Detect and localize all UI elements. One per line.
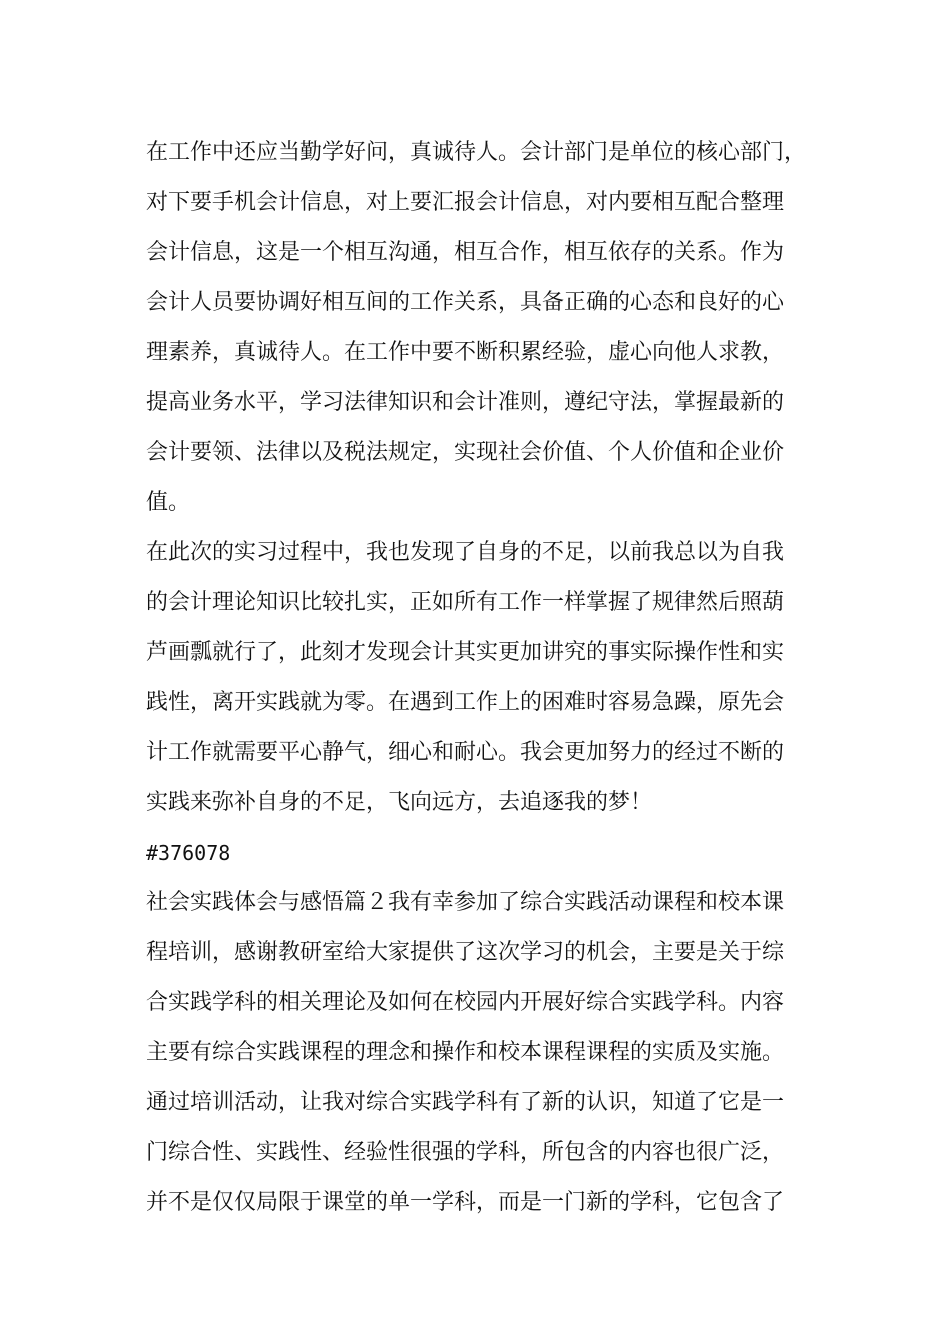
text-line: 提高业务水平，学习法律知识和会计准则，遵纪守法，掌握最新的 — [146, 390, 785, 415]
text-line: 践性，离开实践就为零。在遇到工作上的困难时容易急躁，原先会 — [146, 690, 785, 715]
text-line: 主要有综合实践课程的理念和操作和校本课程课程的实质及实施。 — [146, 1040, 785, 1065]
text-line: 会计人员要协调好相互间的工作关系，具备正确的心态和良好的心 — [146, 290, 785, 315]
text-line: 理素养，真诚待人。在工作中要不断积累经验，虚心向他人求教， — [146, 340, 785, 365]
text-line: #376078 — [146, 841, 231, 865]
text-line: 的会计理论知识比较扎实，正如所有工作一样掌握了规律然后照葫 — [146, 590, 785, 615]
text-line: 实践来弥补自身的不足，飞向远方，去追逐我的梦！ — [146, 790, 653, 815]
text-line: 在工作中还应当勤学好问，真诚待人。会计部门是单位的核心部门， — [146, 140, 807, 165]
text-line: 通过培训活动，让我对综合实践学科有了新的认识，知道了它是一 — [146, 1090, 785, 1115]
paragraph-training-insight — [146, 1078, 826, 1228]
text-line: 门综合性、实践性、经验性很强的学科，所包含的内容也很广泛， — [146, 1140, 785, 1165]
text-line: 计工作就需要平心静气，细心和耐心。我会更加努力的经过不断的 — [146, 740, 785, 765]
text-line: 并不是仅仅局限于课堂的单一学科，而是一门新的学科，它包含了 — [146, 1190, 785, 1215]
document-body — [146, 128, 826, 1228]
text-line: 会计信息，这是一个相互沟通，相互合作，相互依存的关系。作为 — [146, 240, 785, 265]
text-line: 在此次的实习过程中，我也发现了自身的不足，以前我总以为自我 — [146, 540, 785, 565]
paragraph-work-attitude — [146, 128, 826, 528]
section-marker — [146, 828, 826, 878]
text-line: 对下要手机会计信息，对上要汇报会计信息，对内要相互配合整理 — [146, 190, 785, 215]
text-line: 芦画瓢就行了，此刻才发现会计其实更加讲究的事实际操作性和实 — [146, 640, 785, 665]
text-line: 值。 — [146, 490, 191, 515]
text-line: 会计要领、法律以及税法规定，实现社会价值、个人价值和企业价 — [146, 440, 785, 465]
paragraph-training-intro — [146, 878, 826, 1078]
text-line: 社会实践体会与感悟篇２我有幸参加了综合实践活动课程和校本课 — [146, 890, 785, 915]
paragraph-internship-reflection — [146, 528, 826, 828]
text-line: 程培训，感谢教研室给大家提供了这次学习的机会，主要是关于综 — [146, 940, 785, 965]
text-line: 合实践学科的相关理论及如何在校园内开展好综合实践学科。内容 — [146, 990, 785, 1015]
